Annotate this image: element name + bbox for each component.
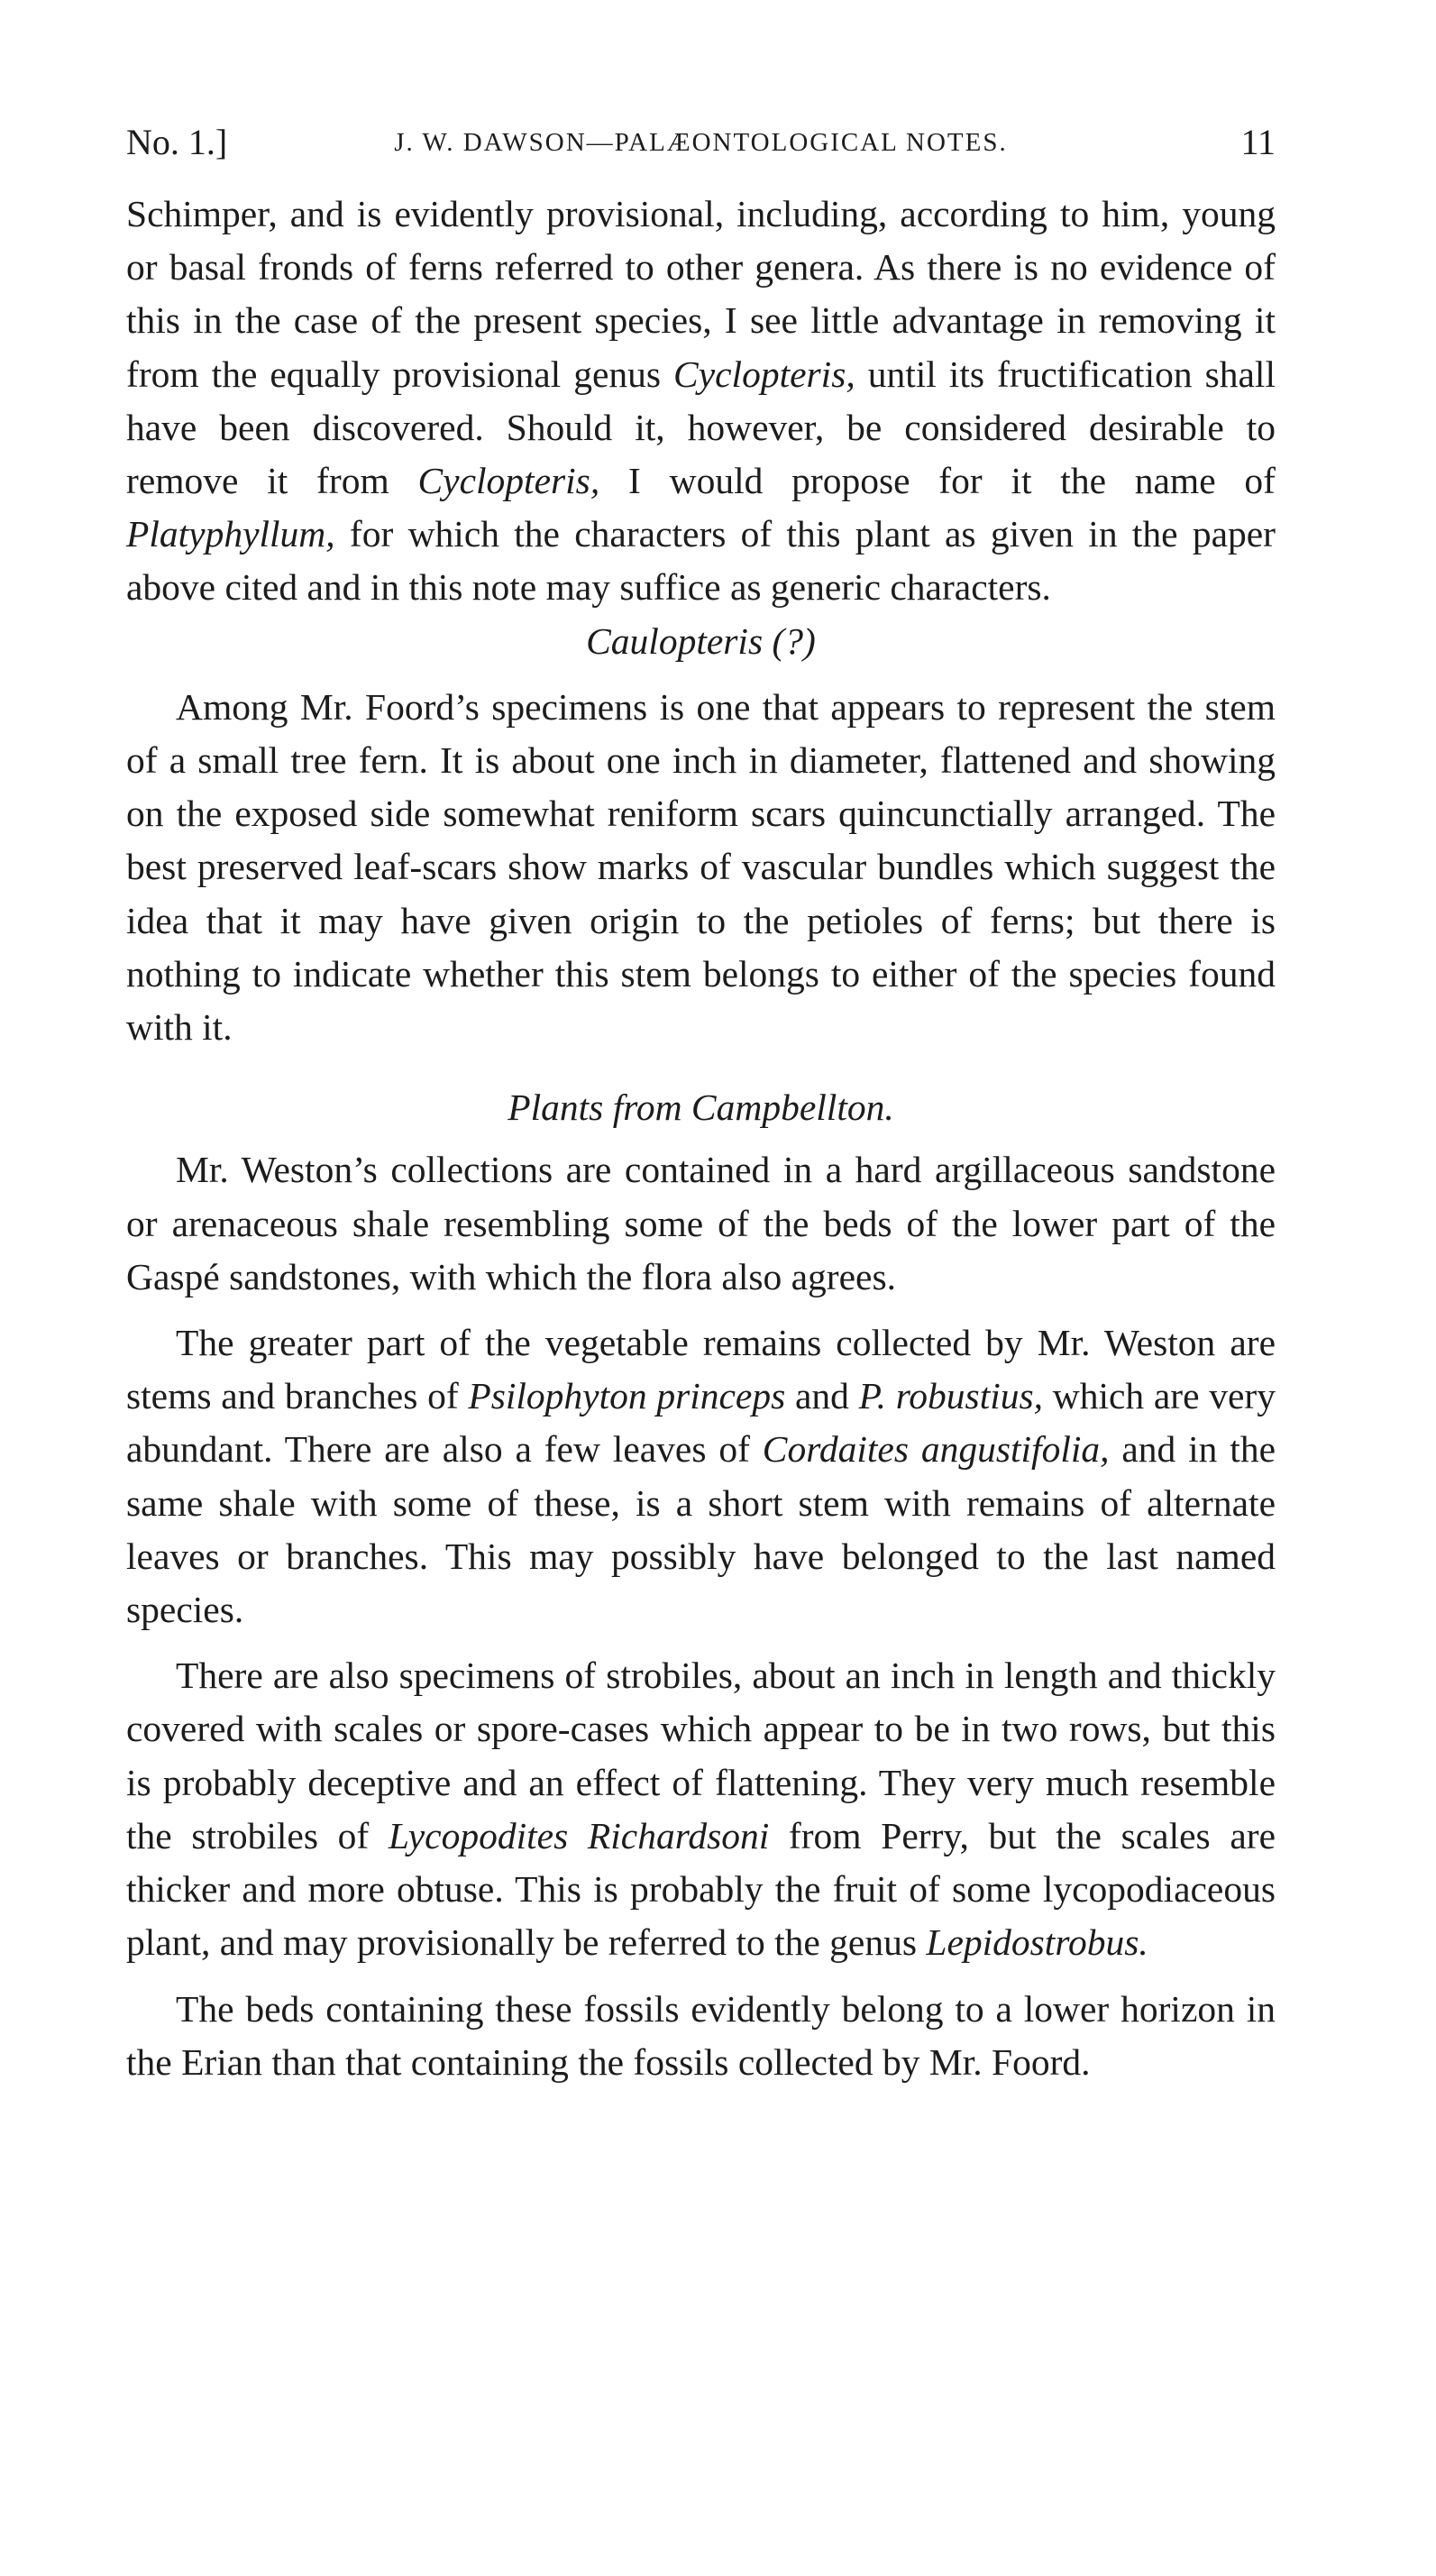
- text-run: The greater part of the vegetable remains collected by Mr. Weston are stems and branches of: [126, 1322, 1276, 1417]
- section-heading-caulopteris: Caulopteris (?): [586, 619, 816, 662]
- paragraph-6: [126, 1983, 1276, 2089]
- document-page: [126, 115, 1276, 2505]
- text-run: I would propose for it the name of: [599, 460, 1276, 502]
- text-run: for which the characters of this plant as given in the paper above cited and in this note may suffice as generic characters.: [126, 513, 1276, 609]
- issue-number: No. 1.]: [126, 122, 228, 162]
- text-run: Schimper, and is evidently provisional, including, according to him, young or basal fronds of ferns referred to other genera. As there is no evidence of this in the case of the present species, I see little advantage in removing it from the equally provisional genus: [126, 193, 1276, 395]
- page-number: 11: [1240, 122, 1276, 162]
- text-run: The beds containing these fossils evidently belong to a lower horizon in the Erian than that containing the fossils collected by Mr. Foord.: [126, 1987, 1276, 2083]
- italic-term: Platyphyllum,: [126, 513, 335, 555]
- italic-term: Lepidostrobus.: [926, 1921, 1148, 1964]
- italic-term: Lycopodites Richardsoni: [388, 1814, 770, 1856]
- italic-term: P. robustius,: [858, 1375, 1044, 1417]
- paragraph-1: [126, 188, 1276, 615]
- running-head: [126, 115, 1276, 170]
- italic-term: Cordaites angustifolia,: [762, 1428, 1110, 1471]
- text-run: until its fructification shall have been discovered. Should it, however, be considered desirable to remove it from: [126, 353, 1276, 502]
- paragraph-5: [126, 1649, 1276, 1969]
- paragraph-3: [126, 1143, 1276, 1304]
- text-run: and in the same shale with some of these, is a short stem with remains of alternate leaves or branches. This may possibly have belonged to the last named species.: [126, 1428, 1276, 1631]
- text-run: There are also specimens of strobiles, about an inch in length and thickly covered with scales or spore-cases which appear to be in two rows, but this is probably deceptive and an effect of flattening. They very much resemble the strobiles of: [126, 1655, 1276, 1856]
- italic-term: Cyclopteris,: [417, 460, 600, 502]
- text-run: from Perry, but the scales are thicker and more obtuse. This is probably the fruit of some lycopodiaceous plant, and may provisionally be referred to the genus: [126, 1814, 1276, 1964]
- text-run: Mr. Weston’s collections are contained in a hard argillaceous sandstone or arenaceous shale resembling some of the beds of the lower part of the Gaspé sandstones, with which the flora also agrees.: [126, 1149, 1276, 1297]
- body-text: [126, 188, 1276, 2089]
- text-run: which are very abundant. There are also a few leaves of: [126, 1375, 1276, 1471]
- text-run: and: [785, 1375, 859, 1417]
- italic-term: Cyclopteris,: [673, 353, 855, 395]
- paragraph-2: [126, 681, 1276, 1054]
- paragraph-4: [126, 1316, 1276, 1636]
- running-title: J. W. DAWSON—PALÆONTOLOGICAL NOTES.: [394, 128, 1008, 157]
- italic-term: Psilophyton princeps: [468, 1375, 786, 1417]
- section-heading-campbellton: Plants from Campbellton.: [508, 1086, 894, 1129]
- text-run: Among Mr. Foord’s specimens is one that appears to represent the stem of a small tree fern. It is about one inch in diameter, flattened and showing on the exposed side somewhat reniform scars quincunctially arranged. The best preserved leaf-scars show marks of vascular bundles which suggest the idea that it may have given origin to the petioles of ferns; but there is nothing to indicate whether this stem belongs to either of the species found with it.: [126, 685, 1276, 1049]
